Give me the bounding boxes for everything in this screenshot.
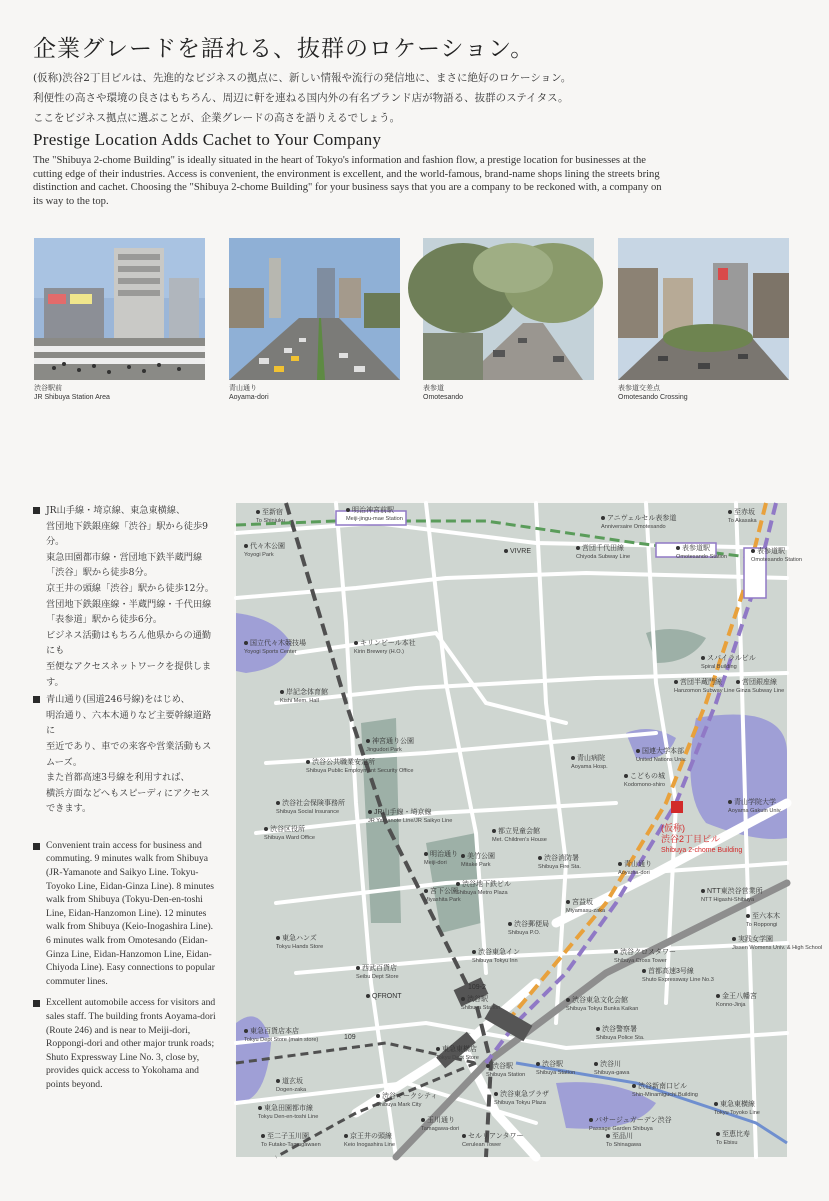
route-number-109: 109 xyxy=(344,1034,356,1041)
map-label: 西武百貨店 Seibu Dept Store xyxy=(356,965,399,980)
map-point-icon xyxy=(576,546,580,550)
map-label: こどもの城 Kodomono-shiro xyxy=(624,773,666,788)
map-label: 渋谷消防署 Shibuya Fire Sta. xyxy=(538,855,581,870)
map-point-icon xyxy=(728,800,732,804)
map-point-icon xyxy=(436,1047,440,1051)
map-label: 青山病院 Aoyama Hosp. xyxy=(571,755,608,770)
target-building-marker xyxy=(671,801,683,813)
map-point-icon xyxy=(636,749,640,753)
map-point-icon xyxy=(258,1106,262,1110)
map-label: 渋谷公共職業安定所 Shibuya Public Employment Security Office xyxy=(306,759,414,774)
map-label: 渋谷東急イン Shibuya Tokyu Inn xyxy=(472,949,520,964)
map-label: アニヴェルセル表参道 Anniversaire Omotesando xyxy=(601,515,677,530)
map-point-icon xyxy=(566,900,570,904)
map-point-icon xyxy=(424,852,428,856)
map-label: 営団銀座線 Ginza Subway Line xyxy=(736,679,785,694)
map-label: 岸記念体育館 Kishi Mem. Hall xyxy=(280,689,328,704)
map-label: 東急東横店 Tokyu Dept Store xyxy=(436,1046,479,1061)
photo-caption-4: 表参道交差点 Omotesando Crossing xyxy=(618,385,688,401)
map-point-icon xyxy=(701,656,705,660)
map-point-icon xyxy=(276,801,280,805)
photo-caption-1: 渋谷駅前 JR Shibuya Station Area xyxy=(34,385,110,401)
map-label: 渋谷警察署 Shibuya Police Sta. xyxy=(596,1026,645,1041)
map-label: 表参道駅 Omotesando Station xyxy=(751,548,802,563)
english-title: Prestige Location Adds Cachet to Your Company xyxy=(33,130,382,149)
map-label: 渋谷区役所 Shibuya Ward Office xyxy=(264,826,315,841)
map-label: 渋谷駅 Shibuya Station xyxy=(536,1061,576,1076)
map-point-icon xyxy=(732,937,736,941)
map-label: 道玄坂 Dogen-zaka xyxy=(276,1078,307,1093)
map-label: 東急百貨店本店 Tokyu Dept Store (main store) xyxy=(244,1028,319,1043)
photo-caption-2: 青山通り Aoyama-dori xyxy=(229,385,269,401)
map-label: 美竹公園 Mitake Park xyxy=(461,853,495,868)
map-point-icon xyxy=(462,1134,466,1138)
photo-aoyama-dori xyxy=(229,238,400,380)
intro-jp-line-3: ここをビジネス拠点に選ぶことが、企業グレードの高さを語りえるでしょう。 xyxy=(33,112,401,124)
map-point-icon xyxy=(244,1029,248,1033)
map-label: 渋谷クロスタワー Shibuya Cross Tower xyxy=(614,949,676,964)
map-label: キリンビール本社 Kirin Brewery (H.O.) xyxy=(354,640,416,655)
route-number-109-2: 109-2 xyxy=(468,984,486,991)
map-point-icon xyxy=(674,680,678,684)
area-map xyxy=(236,503,823,1157)
map-label: 国連大学本部 United Nations Univ. xyxy=(636,748,687,763)
map-label: 至二子玉川園 To Futako-Tamagawaen xyxy=(261,1133,321,1148)
map-label: 至赤坂 To Akasaka xyxy=(728,509,757,524)
map-label: 首都高速3号線 Shuto Expressway Line No.3 xyxy=(642,968,714,983)
intro-jp-line-1: (仮称)渋谷2丁目ビルは、先進的なビジネスの拠点に、新しい情報や流行の発信地に、まさに絶好のロケーション。 xyxy=(33,72,572,84)
map-point-icon xyxy=(624,774,628,778)
map-point-icon xyxy=(244,544,248,548)
map-label: 営団千代田線 Chiyoda Subway Line xyxy=(576,545,631,560)
map-point-icon xyxy=(306,760,310,764)
map-label: 渋谷新南口ビル Shin-Minamiguchi Building xyxy=(632,1083,698,1098)
map-point-icon xyxy=(346,508,350,512)
map-label: 渋谷マークシティ Shibuya Mark City xyxy=(376,1093,438,1108)
map-point-icon xyxy=(421,1118,425,1122)
intro-jp-line-2: 利便性の高さや環境の良さはもちろん、周辺に軒を連ねる国内外の有名ブランド店が物語る、抜群のステイタス。 xyxy=(33,92,569,104)
map-label: NTT東渋谷営業所 NTT Higashi-Shibuya xyxy=(701,888,763,903)
map-point-icon xyxy=(601,516,605,520)
map-label: 表参道駅 Omotesando Station xyxy=(676,545,727,560)
map-label: 渋谷郵便局 Shibuya P.O. xyxy=(508,921,549,936)
map-point-icon xyxy=(280,690,284,694)
map-point-icon xyxy=(714,1102,718,1106)
map-point-icon xyxy=(354,641,358,645)
map-label: 営団半蔵門線 Hanzomon Subway Line xyxy=(674,679,735,694)
map-label: パサージュガーデン渋谷 Passage Garden Shibuya xyxy=(589,1117,672,1132)
target-building-label: (仮称) 渋谷2丁目ビル Shibuya 2-chome Building xyxy=(661,823,743,854)
map-point-icon xyxy=(276,1079,280,1083)
access-jp-train: JR山手線・埼京線、東急東横線、 営団地下鉄銀座線「渋谷」駅から徒歩9分。 東急田園都市線・営団地下鉄半蔵門線 「渋谷」駅から徒歩8分。 京王井の頭線「渋谷」駅から徒歩12分。 営団地下鉄銀座線・半蔵門線・千代田線 「表参道」駅から徒歩6分。 ビジネス活動はもちろん他県からの通勤にも 至便なアクセスネットワークを提供します。 xyxy=(33,503,218,690)
access-jp-car: 青山通り(国道246号線)をはじめ、 明治通り、六本木通りなど主要幹線道路に 至近であり、車での来客や営業活動もスムーズ。 また首都高速3号線を利用すれば、 横浜方面などへもスピーディにアクセスできます。 xyxy=(33,692,218,817)
map-label: 国立代々木競技場 Yoyogi Sports Center xyxy=(244,640,306,655)
map-point-icon xyxy=(344,1134,348,1138)
photo-shibuya-station xyxy=(34,238,205,380)
map-label: 青山学院大学 Aoyama Gakuin Univ. xyxy=(728,799,782,814)
map-label: 東急ハンズ Tokyu Hands Store xyxy=(276,935,324,950)
map-label: 至六本木 To Roppongi xyxy=(746,913,780,928)
map-label: JR山手線・埼京線 JR Yamanote Line/JR Saikyo Line xyxy=(368,809,453,824)
map-label: 明治通り Meiji-dori xyxy=(424,851,458,866)
map-point-icon xyxy=(508,922,512,926)
access-en-train: Convenient train access for business and commuting. 9 minutes walk from Shibuya (JR-Yamanote and Saikyo Line. Tokyu-Toyoko Line, Eidan-Ginza Line). 8 minutes walk from Shibuya (Tokyu-Den-en-toshi Line, Eidan-Hanzomon Line). 12 minutes walk from Shibuya (Keio-Inogashira Line). 6 minutes walk from Omotesando (Eidan-Ginza Line, Eidan-Hanzomon Line, Eidan-Chiyoda Line). Easy connections to popular commuter lines. xyxy=(33,839,218,989)
map-label: 青山通り Aoyama-dori xyxy=(618,861,652,876)
english-body: The "Shibuya 2-chome Building" is ideally situated in the heart of Tokyo's information and fashion flow, a prestige location for businesses at the cutting edge of their industries. Access is convenient, the environment is excellent, and the world-famous, brand-name shops lining the streets bring distinction and cachet. Choosing the "Shibuya 2-chome Building" for your business says that you are a company to be reckoned with, a company on its way to the top. xyxy=(33,155,662,207)
map-label: 至品川 To Shinagawa xyxy=(606,1133,642,1148)
map-label: 玉川通り Tamagawa-dori xyxy=(421,1117,460,1132)
map-label: 東急東横線 Tokyu Toyoko Line xyxy=(714,1101,760,1116)
map-point-icon xyxy=(571,756,575,760)
map-label: QFRONT xyxy=(366,993,402,1001)
map-point-icon xyxy=(632,1084,636,1088)
map-point-icon xyxy=(424,889,428,893)
photo-omotesando-crossing xyxy=(618,238,789,380)
map-point-icon xyxy=(606,1134,610,1138)
map-label: 渋谷駅 Shibuya Station xyxy=(461,996,501,1011)
access-en-car: Excellent automobile access for visitors and sales staff. The building fronts Aoyama-dori (Route 246) and is near to Meiji-dori, Roppongi-dori and other major trunk roads; Shuto Expressway Line No. 3, close by, provides quick access to Yokohama and points beyond. xyxy=(33,996,218,1091)
map-point-icon xyxy=(264,827,268,831)
map-label: 渋谷地下鉄ビル Shibuya Metro Plaza xyxy=(456,881,511,896)
map-point-icon xyxy=(736,680,740,684)
map-label: 神宮通り公園 Jingudori Park xyxy=(366,738,414,753)
map-point-icon xyxy=(701,889,705,893)
map-label: スパイラルビル Spiral Building xyxy=(701,655,756,670)
map-label: VIVRE xyxy=(504,548,531,556)
map-label: 渋谷川 Shibuya-gawa xyxy=(594,1061,630,1076)
map-point-icon xyxy=(566,998,570,1002)
map-label: 金王八幡宮 Konno-Jinja xyxy=(716,993,757,1008)
map-point-icon xyxy=(366,739,370,743)
map-point-icon xyxy=(536,1062,540,1066)
map-label: 明治神宮前駅 Meiji-jingu-mae Station xyxy=(346,507,403,522)
map-label: 都立児童会館 Met. Children's House xyxy=(492,828,547,843)
map-point-icon xyxy=(461,997,465,1001)
page-title: 企業グレードを語れる、抜群のロケーション。 xyxy=(33,36,535,62)
map-point-icon xyxy=(596,1027,600,1031)
map-label: 代々木公園 Yoyogi Park xyxy=(244,543,285,558)
map-point-icon xyxy=(716,1132,720,1136)
map-point-icon xyxy=(504,549,508,553)
map-point-icon xyxy=(456,882,460,886)
map-point-icon xyxy=(746,914,750,918)
map-point-icon xyxy=(276,936,280,940)
map-point-icon xyxy=(256,510,260,514)
map-point-icon xyxy=(614,950,618,954)
map-label: 渋谷東急文化会館 Shibuya Tokyu Bunka Kaikan xyxy=(566,997,639,1012)
map-point-icon xyxy=(716,994,720,998)
map-point-icon xyxy=(492,829,496,833)
map-point-icon xyxy=(676,546,680,550)
map-label: 渋谷東急プラザ Shibuya Tokyu Plaza xyxy=(494,1091,549,1106)
map-point-icon xyxy=(538,856,542,860)
map-point-icon xyxy=(261,1134,265,1138)
map-label: 渋谷駅 Shibuya Station xyxy=(486,1063,526,1078)
access-description xyxy=(33,503,218,1092)
map-label: 至恵比寿 To Ebisu xyxy=(716,1131,750,1146)
photo-omotesando xyxy=(423,238,594,380)
map-point-icon xyxy=(376,1094,380,1098)
map-point-icon xyxy=(589,1118,593,1122)
map-point-icon xyxy=(728,510,732,514)
map-point-icon xyxy=(366,994,370,998)
map-point-icon xyxy=(368,810,372,814)
map-point-icon xyxy=(642,969,646,973)
map-point-icon xyxy=(618,862,622,866)
map-label: 京王井の頭線 Keio Inogashira Line xyxy=(344,1133,396,1148)
map-label: 宮下公園 Miyashita Park xyxy=(424,888,461,903)
map-label: 宮益坂 Miyamasu-zaka xyxy=(566,899,606,914)
bullet-square xyxy=(33,1000,40,1007)
map-label: 至新宿 To Shinjuku xyxy=(256,509,285,524)
bullet-square xyxy=(33,507,40,514)
map-point-icon xyxy=(751,549,755,553)
map-label: セルリアンタワー Cerulean Tower xyxy=(462,1133,524,1148)
map-label: 実践女学園 Jissen Womens Univ. & High School xyxy=(732,936,823,951)
map-point-icon xyxy=(244,641,248,645)
map-point-icon xyxy=(594,1062,598,1066)
map-point-icon xyxy=(494,1092,498,1096)
photo-caption-3: 表参道 Omotesando xyxy=(423,385,464,401)
map-label: 東急田園都市線 Tokyu Den-en-toshi Line xyxy=(258,1105,319,1120)
bullet-square xyxy=(33,843,40,850)
bullet-square xyxy=(33,696,40,703)
map-label: 渋谷社会保険事務所 Shibuya Social Insurance xyxy=(276,800,345,815)
map-point-icon xyxy=(356,966,360,970)
map-point-icon xyxy=(486,1064,490,1068)
map-point-icon xyxy=(472,950,476,954)
map-point-icon xyxy=(461,854,465,858)
